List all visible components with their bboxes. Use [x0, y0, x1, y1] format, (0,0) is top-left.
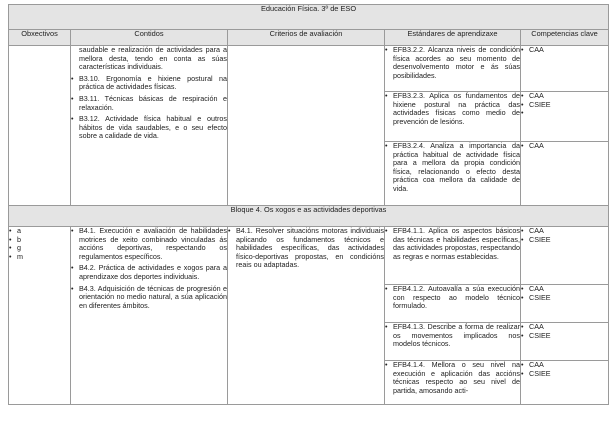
standard-item: • EFB4.1.2. Autoavalía a súa execución con respecto ao modelo técnico formulado.	[385, 285, 520, 311]
standard-cell	[385, 285, 521, 323]
objective-item: • a	[9, 227, 70, 236]
competence-cell	[521, 285, 609, 323]
standard-item: • EFB4.1.4. Mellora o seu nivel na execución e aplicación das accións técnicas respecto ao seu nivel de partida, amosando acti-	[385, 361, 520, 395]
block-4-objectives-cell	[9, 227, 71, 405]
objective-item: • b	[9, 236, 70, 245]
block-4-title: Bloque 4. Os xogos e as actividades deportivas	[9, 206, 609, 227]
standard-cell	[385, 142, 521, 206]
header-contents: Contidos	[71, 30, 228, 46]
competence-cell	[521, 142, 609, 206]
standard-item: • EFB4.1.1. Aplica os aspectos básicos das técnicas e habilidades específicas, das actividades propostas, respectando as regras e normas establecidas.	[385, 227, 520, 261]
table-title: Educación Física. 3º de ESO	[9, 5, 609, 30]
standard-item: • EFB3.2.3. Aplica os fundamentos de hixiene postural na práctica das actividades físicas como medio de prevención de lesións.	[385, 92, 520, 126]
content-item: • B3.10. Ergonomía e hixiene postural na práctica de actividades físicas.	[71, 75, 227, 92]
top-contents-cell	[71, 46, 228, 206]
objective-item: • g	[9, 244, 70, 253]
competence-cell	[521, 46, 609, 92]
competence-item: • CSIEE	[521, 294, 608, 303]
competence-item: • CAA	[521, 92, 608, 101]
competence-item: • CSIEE	[521, 101, 608, 110]
content-item: • B4.1. Execución e avaliación de habilidades motrices de xeito combinado vinculadas ás accións deportivas, respectando os regulamentos específicos.	[71, 227, 227, 261]
content-item: • B3.12. Actividade física habitual e outros hábitos de vida saudables, e o seu efecto sobre a calidade de vida.	[71, 115, 227, 141]
objectives-list	[9, 227, 70, 261]
competence-item: • CAA	[521, 227, 608, 236]
block-4-criteria-cell	[228, 227, 385, 405]
header-criteria: Criterios de avaliación	[228, 30, 385, 46]
standard-cell	[385, 227, 521, 285]
competence-cell	[521, 361, 609, 405]
competence-item: • CAA	[521, 46, 608, 55]
competence-cell	[521, 323, 609, 361]
competence-item: • CAA	[521, 142, 608, 151]
content-item: • B3.11. Técnicas básicas de respiración e relaxación.	[71, 95, 227, 112]
header-competences: Competencias clave	[521, 30, 609, 46]
competence-item: • CSIEE	[521, 332, 608, 341]
competence-item: • CAA	[521, 361, 608, 370]
standard-cell	[385, 92, 521, 142]
block-4-contents-list	[71, 227, 227, 310]
competence-item: • CAA	[521, 323, 608, 332]
standard-item: • EFB4.1.3. Describe a forma de realizar os movementos implicados nos modelos técnicos.	[385, 323, 520, 349]
standard-item: • EFB3.2.2. Alcanza niveis de condición física acordes ao seu momento de desenvolvemento motor e ás súas posibilidades.	[385, 46, 520, 80]
curriculum-table	[8, 4, 609, 405]
content-item: • B4.3. Adquisición de técnicas de progresión e orientación no medio natural, a súa aplicación en diferentes ámbitos.	[71, 285, 227, 311]
header-objectives: Obxectivos	[9, 30, 71, 46]
competence-cell	[521, 227, 609, 285]
content-item: saudable e realización de actividades para a mellora desta, tendo en conta as súas características individuais.	[79, 45, 227, 72]
content-item: • B4.2. Práctica de actividades e xogos para a aprendizaxe dos deportes individuais.	[71, 264, 227, 281]
standard-cell	[385, 46, 521, 92]
competence-item: • CSIEE	[521, 236, 608, 245]
standard-cell	[385, 361, 521, 405]
competence-item: • CAA	[521, 285, 608, 294]
standard-cell	[385, 323, 521, 361]
block-4-contents-cell	[71, 227, 228, 405]
standard-item: • EFB3.2.4. Analiza a importancia da práctica habitual de actividade física para a mellora da propia condición física, relacionando o efecto desta práctica coa mellora da calidade de vida.	[385, 142, 520, 194]
header-standards: Estándares de aprendizaxe	[385, 30, 521, 46]
top-criteria-cell	[228, 46, 385, 206]
competence-item-empty	[521, 109, 608, 118]
criterion-item: • B4.1. Resolver situacións motoras individuais aplicando os fundamentos técnicos e habilidades específicas, das actividades físico-deportivas propostas, en condicións reais ou adaptadas.	[228, 227, 384, 270]
top-objectives-cell	[9, 46, 71, 206]
objective-item: • m	[9, 253, 70, 262]
competence-item: • CSIEE	[521, 370, 608, 379]
top-contents-list	[71, 46, 227, 141]
competence-cell	[521, 92, 609, 142]
